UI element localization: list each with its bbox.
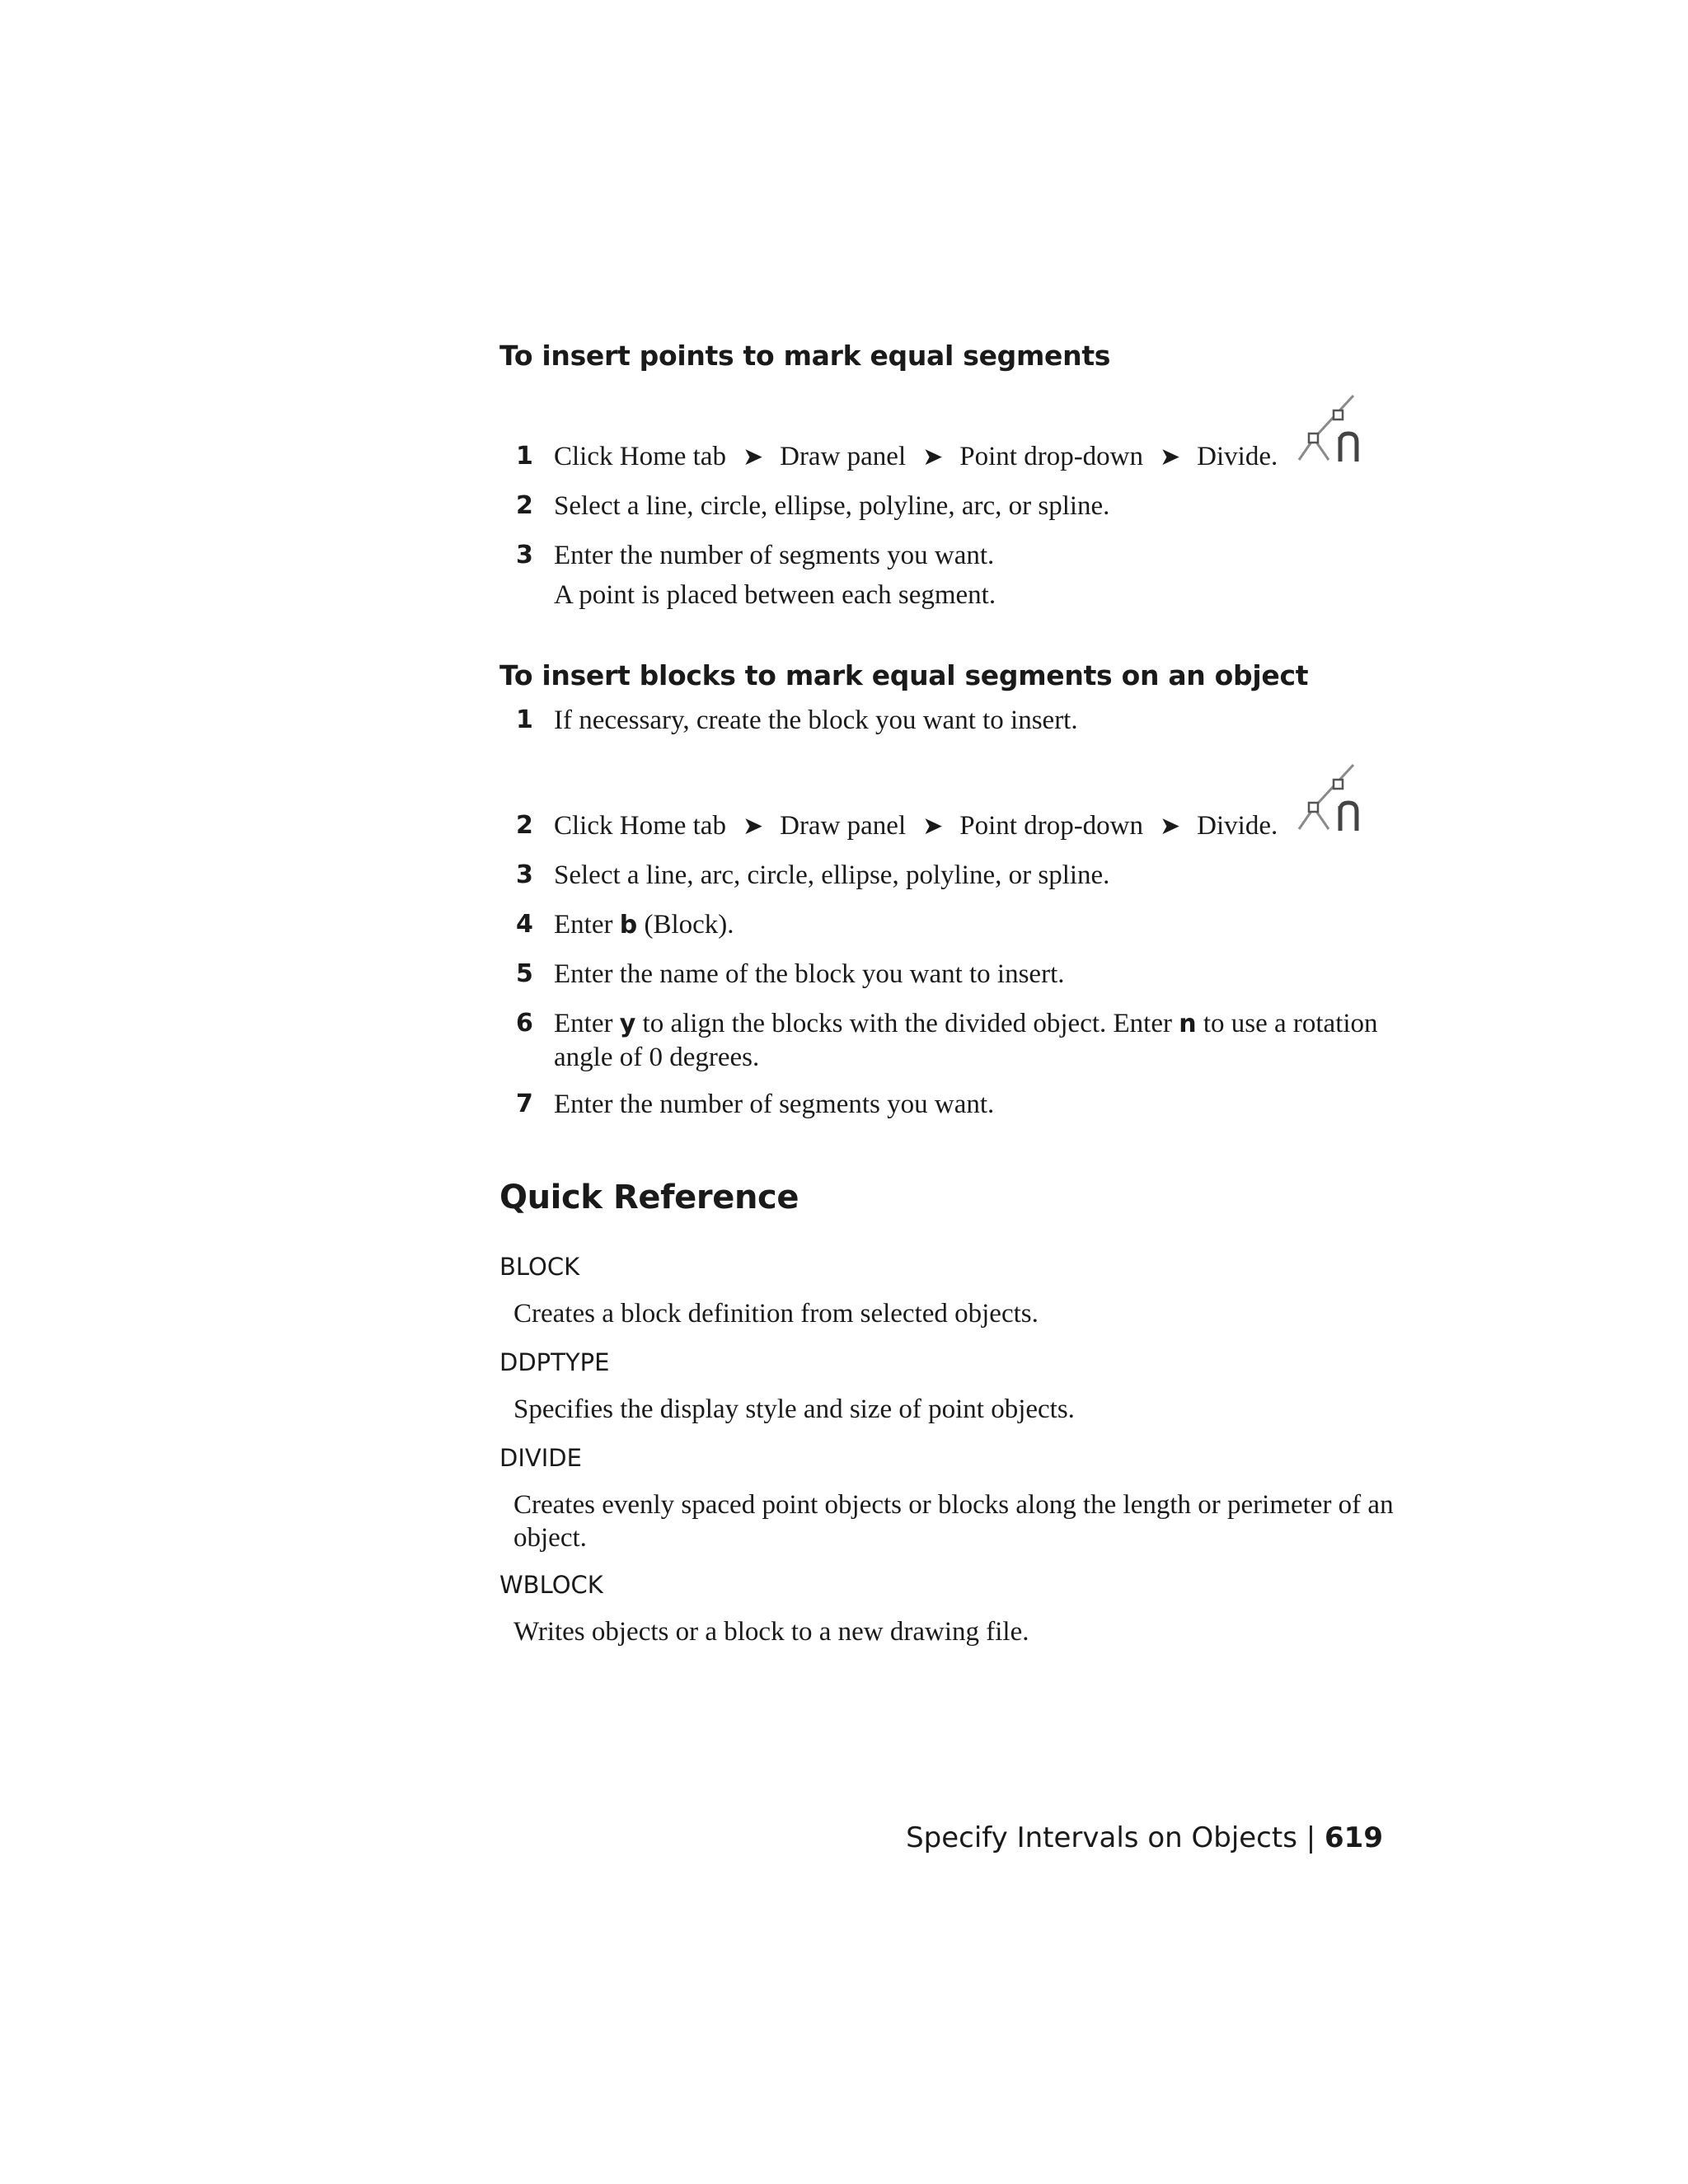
step-text: Enter the number of segments you want.	[554, 1090, 995, 1119]
divide-icon	[1296, 757, 1375, 836]
step-number: 1	[516, 442, 533, 471]
step-text-part: Enter	[554, 1009, 620, 1038]
menu-path-point-dropdown: Point drop-down	[959, 811, 1144, 841]
step-number: 3	[516, 860, 533, 889]
arrow-right-icon: ➤	[1160, 813, 1181, 840]
command-name: BLOCK	[499, 1253, 580, 1281]
step-text: Enter the name of the block you want to insert.	[554, 959, 1065, 989]
step-text	[554, 809, 1278, 843]
command-description: Creates evenly spaced point objects or blocks along the length or perimeter of an object.	[513, 1490, 1394, 1553]
menu-path-divide: Divide.	[1197, 811, 1278, 841]
step-number: 5	[516, 959, 533, 988]
arrow-right-icon: ➤	[922, 443, 944, 471]
step-text: Select a line, arc, circle, ellipse, polyline, or spline.	[554, 860, 1110, 890]
page-number: 619	[1325, 1821, 1383, 1854]
quick-reference-title: Quick Reference	[499, 1179, 799, 1216]
footer-separator: |	[1306, 1821, 1316, 1854]
menu-path-draw-panel: Draw panel	[780, 442, 907, 471]
menu-path-home-tab: Click Home tab	[554, 811, 726, 841]
command-description: Specifies the display style and size of point objects.	[513, 1394, 1075, 1424]
step-text: Enter the number of segments you want.	[554, 541, 995, 570]
step-number: 3	[516, 541, 533, 569]
step-number: 7	[516, 1090, 533, 1118]
section1-heading: To insert points to mark equal segments	[499, 340, 1111, 372]
step-note: A point is placed between each segment.	[554, 580, 996, 610]
command-name: DIVIDE	[499, 1444, 582, 1472]
arrow-right-icon: ➤	[922, 813, 944, 840]
command-option: n	[1179, 1010, 1197, 1038]
menu-path-point-dropdown: Point drop-down	[959, 442, 1144, 471]
step-number: 2	[516, 811, 533, 840]
step-number: 6	[516, 1009, 533, 1038]
command-name: DDPTYPE	[499, 1348, 610, 1376]
arrow-right-icon: ➤	[742, 443, 764, 471]
menu-path-divide: Divide.	[1197, 442, 1278, 471]
command-name: WBLOCK	[499, 1571, 603, 1599]
step-number: 1	[516, 705, 533, 734]
step-text-part: (Block).	[637, 910, 734, 940]
menu-path-draw-panel: Draw panel	[780, 811, 907, 841]
command-option: y	[619, 1010, 636, 1038]
step-text	[554, 440, 1278, 474]
step-text: If necessary, create the block you want to insert.	[554, 705, 1078, 735]
step-text-part: Enter	[554, 910, 620, 940]
arrow-right-icon: ➤	[742, 813, 764, 840]
footer-title: Specify Intervals on Objects	[906, 1821, 1297, 1854]
command-description: Writes objects or a block to a new drawing file.	[513, 1617, 1029, 1647]
step-text-part: to use a rotation angle of 0 degrees.	[554, 1009, 1378, 1072]
step-number: 4	[516, 910, 533, 939]
step-text-part: to align the blocks with the divided object. Enter	[635, 1009, 1179, 1038]
section2-heading: To insert blocks to mark equal segments on an object	[499, 659, 1309, 691]
step-number: 2	[516, 491, 533, 520]
divide-icon	[1296, 387, 1375, 466]
arrow-right-icon: ➤	[1160, 443, 1181, 471]
command-description: Creates a block definition from selected objects.	[513, 1299, 1039, 1329]
menu-path-home-tab: Click Home tab	[554, 442, 726, 471]
command-option: b	[619, 911, 638, 940]
page-footer	[906, 1821, 1383, 1854]
step-text: Select a line, circle, ellipse, polyline, arc, or spline.	[554, 491, 1110, 521]
step-text	[554, 908, 734, 942]
step-text	[554, 1007, 1378, 1074]
